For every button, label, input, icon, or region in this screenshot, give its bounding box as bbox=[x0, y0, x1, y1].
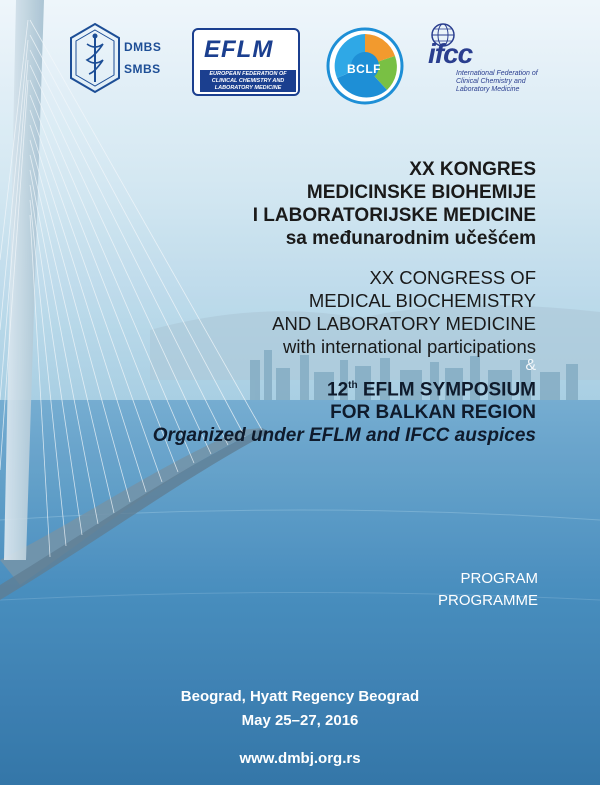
title-sr-line1: XX KONGRES bbox=[409, 159, 536, 180]
ampersand: & bbox=[525, 357, 536, 374]
title-sr-line3: I LABORATORIJSKE MEDICINE bbox=[252, 205, 536, 226]
program-sr: PROGRAM bbox=[460, 570, 538, 587]
symposium-line1 bbox=[153, 374, 536, 401]
bclf-wordmark: BCLF bbox=[347, 62, 381, 76]
logo-row bbox=[0, 0, 600, 110]
smbs-label: SMBS bbox=[124, 62, 161, 76]
title-sr-line4: sa međunarodnim učešćem bbox=[285, 228, 536, 249]
caduceus-hexagon-icon bbox=[68, 22, 122, 94]
title-sr-line2: MEDICINSKE BIOHEMIJE bbox=[306, 182, 536, 203]
symposium-title: EFLM SYMPOSIUM bbox=[357, 379, 536, 401]
organized-line: Organized under EFLM and IFCC auspices bbox=[152, 425, 536, 447]
venue-text: Beograd, Hyatt Regency Beograd bbox=[180, 688, 420, 705]
eflm-subtitle: EUROPEAN FEDERATION OF CLINICAL CHEMISTRY AND LABORATORY MEDICINE bbox=[200, 70, 296, 92]
symposium-number: 12 bbox=[327, 379, 349, 401]
ifcc-subtitle: International Federation of Clinical Chemistry and Laboratory Medicine bbox=[456, 70, 538, 93]
congress-titles bbox=[153, 158, 536, 448]
title-en-line2: MEDICAL BIOCHEMISTRY bbox=[308, 290, 536, 311]
dmbs-logo bbox=[68, 22, 180, 94]
ifcc-wordmark: ifcc bbox=[428, 38, 473, 69]
eflm-logo bbox=[192, 28, 304, 102]
symposium-line2: FOR BALKAN REGION bbox=[330, 402, 536, 424]
program-en: PROGRAMME bbox=[437, 592, 538, 609]
dates-text: May 25–27, 2016 bbox=[241, 712, 359, 729]
title-en-line3: AND LABORATORY MEDICINE bbox=[272, 313, 536, 334]
title-en-line1: XX CONGRESS OF bbox=[369, 267, 536, 288]
eflm-frame bbox=[192, 28, 300, 96]
dmbs-label: DMBS bbox=[124, 40, 162, 54]
symposium-suffix: th bbox=[348, 380, 358, 391]
bclf-logo bbox=[325, 26, 405, 106]
website-link[interactable]: www.dmbj.org.rs bbox=[239, 750, 361, 767]
title-en-line4: with international participations bbox=[283, 336, 536, 357]
eflm-wordmark: EFLM bbox=[204, 36, 274, 63]
ifcc-logo bbox=[428, 26, 558, 102]
program-label bbox=[438, 568, 538, 612]
